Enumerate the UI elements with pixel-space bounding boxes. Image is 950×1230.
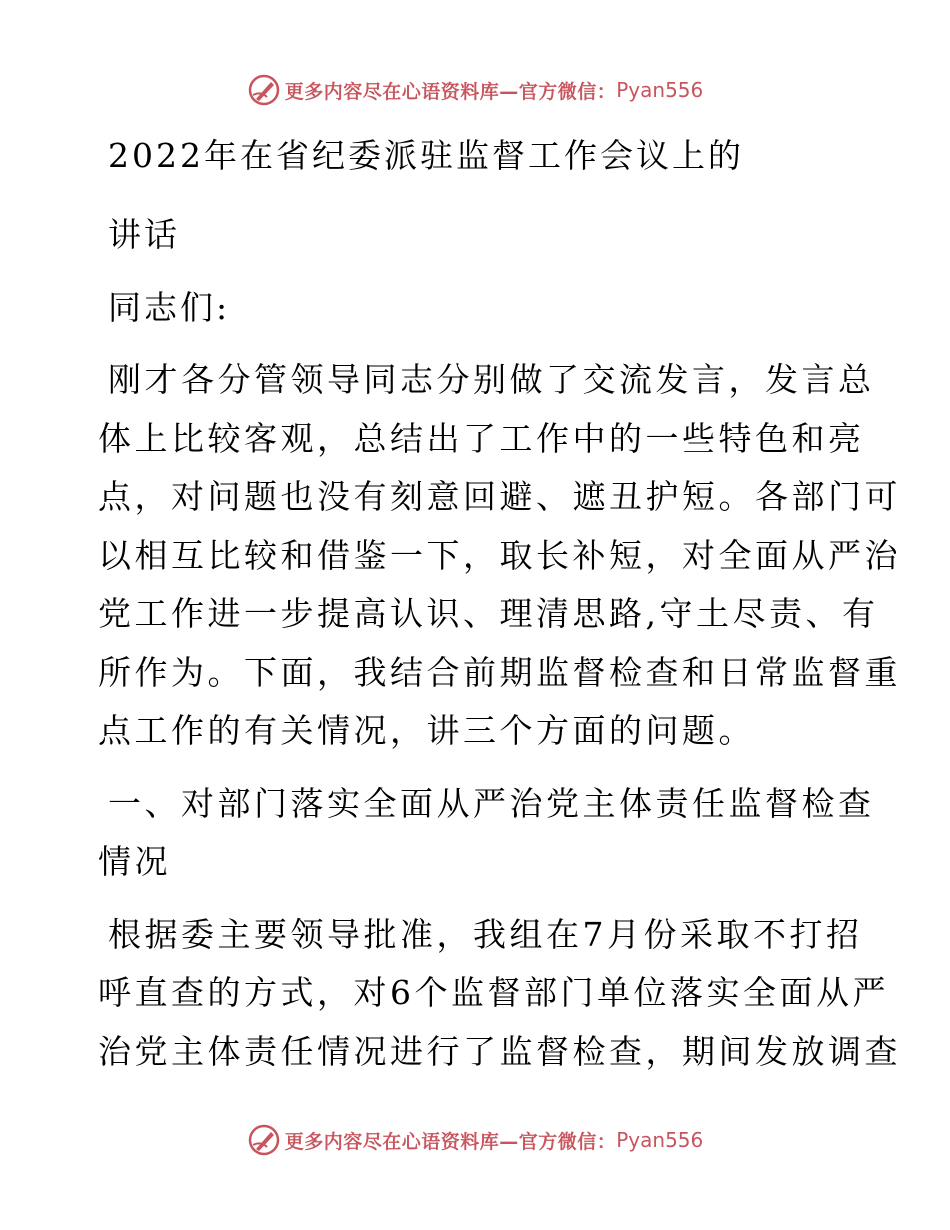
heading-line: 情况 (98, 842, 171, 881)
paragraph-2 (98, 906, 901, 1082)
paragraph-line: 根据委主要领导批准，我组在7月份采取不打招 (108, 914, 863, 954)
document-body (98, 120, 901, 1081)
watermark-banner-bottom (0, 1120, 950, 1160)
watermark-text: 更多内容尽在心语资料库—官方微信： (284, 1130, 617, 1153)
paragraph-line: 呼直查的方式，对6个监督部门单位落实全面从严 (98, 973, 889, 1012)
section-heading-1 (98, 775, 875, 892)
paragraph-line: 所作为。下面，我结合前期监督检查和日常监督重 (98, 652, 901, 692)
paragraph-line: 点工作的有关情况，讲三个方面的问题。 (98, 711, 755, 750)
paragraph-line: 点，对问题也没有刻意回避、遮丑护短。各部门可 (98, 477, 901, 516)
quill-logo-icon (247, 1123, 281, 1157)
paragraph-line: 治党主体责任情况进行了监督检查，期间发放调查 (98, 1031, 901, 1071)
greeting: 同志们: (108, 288, 231, 327)
doc-title-line-2: 讲话 (108, 215, 180, 254)
paragraph-line: 以相互比较和借鉴一下，取长补短，对全面从严治 (98, 535, 901, 575)
heading-line: 一、对部门落实全面从严治党主体责任监督检查 (108, 783, 875, 823)
watermark-text: 更多内容尽在心语资料库—官方微信： (284, 80, 617, 103)
watermark-banner-top (0, 70, 950, 110)
paragraph-line: 体上比较客观，总结出了工作中的一些特色和亮 (98, 418, 865, 458)
doc-title-line-1: 2022年在省纪委派驻监督工作会议上的 (108, 136, 744, 175)
watermark-wechat-id: Pyan556 (616, 78, 704, 102)
watermark-wechat-id: Pyan556 (616, 1128, 704, 1152)
paragraph-1 (98, 351, 901, 761)
paragraph-line: 党工作进一步提高认识、理清思路,守土尽责、有 (98, 594, 879, 633)
quill-logo-icon (247, 73, 281, 107)
paragraph-line: 刚才各分管领导同志分别做了交流发言，发言总 (108, 360, 875, 399)
